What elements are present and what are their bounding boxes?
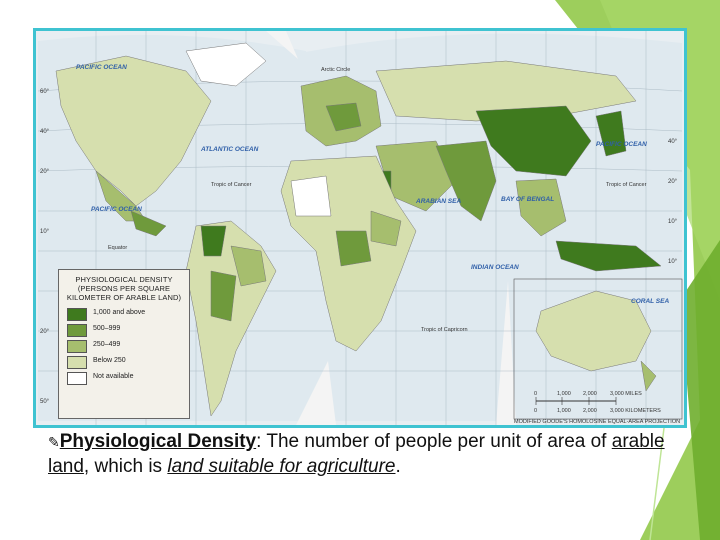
svg-text:20°: 20°: [668, 179, 678, 185]
ocean-label-indian: INDIAN OCEAN: [471, 264, 519, 271]
world-map-frame: [33, 28, 687, 428]
svg-text:10°: 10°: [668, 259, 678, 265]
svg-text:40°: 40°: [668, 139, 678, 145]
svg-text:20°: 20°: [40, 169, 50, 175]
legend-item: 1,000 and above: [67, 306, 189, 322]
line-label-equator: Equator: [108, 245, 128, 251]
svg-text:1,000: 1,000: [557, 408, 571, 414]
svg-text:3,000 KILOMETERS: 3,000 KILOMETERS: [610, 408, 661, 414]
svg-text:2,000: 2,000: [583, 408, 597, 414]
ocean-label-pacific-north: PACIFIC OCEAN: [76, 64, 127, 71]
svg-text:20°: 20°: [40, 329, 50, 335]
legend-swatch: [67, 356, 87, 369]
sea-label-bengal: BAY OF BENGAL: [501, 196, 555, 203]
legend-item: Below 250: [67, 354, 189, 370]
svg-text:40°: 40°: [40, 129, 50, 135]
legend-item: Not available: [67, 370, 189, 386]
land-text: land: [167, 456, 209, 477]
svg-text:2,000: 2,000: [583, 391, 597, 397]
svg-text:60°: 60°: [40, 89, 50, 95]
ocean-label-pacific-west: PACIFIC OCEAN: [91, 206, 142, 213]
svg-text:0: 0: [534, 408, 538, 414]
sea-label-arabian: ARABIAN SEA: [416, 198, 462, 205]
suitable-text: suitable for agriculture: [208, 456, 396, 477]
svg-text:0: 0: [534, 391, 538, 397]
map-legend: [58, 269, 190, 419]
svg-text:3,000 MILES: 3,000 MILES: [610, 391, 642, 397]
sea-label-coral: CORAL SEA: [631, 298, 670, 305]
definition-term: Physiological Density: [59, 431, 257, 452]
legend-swatch: [67, 372, 87, 385]
legend-item: 250–499: [67, 338, 189, 354]
line-label-tropic-cancer-west: Tropic of Cancer: [211, 182, 252, 188]
legend-swatch: [67, 324, 87, 337]
arable-land-text: arable land: [48, 431, 665, 477]
legend-swatch: [67, 308, 87, 321]
legend-title: PHYSIOLOGICAL DENSITY (PERSONS PER SQUARE KILOMETER OF ARABLE LAND): [66, 275, 182, 302]
ocean-label-atlantic: ATLANTIC OCEAN: [201, 146, 259, 153]
line-label-arctic-circle: Arctic Circle: [321, 67, 351, 73]
line-label-tropic-capricorn: Tropic of Capricorn: [421, 327, 468, 333]
svg-text:10°: 10°: [668, 219, 678, 225]
svg-text:10°: 10°: [40, 229, 50, 235]
ocean-label-pacific-east: PACIFIC OCEAN: [596, 141, 647, 148]
pencil-bullet-icon: ✎: [48, 435, 60, 451]
svg-text:50°: 50°: [40, 399, 50, 405]
legend-item: 500–999: [67, 322, 189, 338]
svg-text:1,000: 1,000: [557, 391, 571, 397]
legend-swatch: [67, 340, 87, 353]
projection-note: MODIFIED GOODE'S HOMOLOSINE EQUAL-AREA PROJECTION: [514, 419, 681, 425]
line-label-tropic-cancer-east: Tropic of Cancer: [606, 182, 647, 188]
definition-caption: ✎Physiological Density: The number of people per unit of area of arable land, which is land suitable for agriculture.: [48, 431, 665, 477]
